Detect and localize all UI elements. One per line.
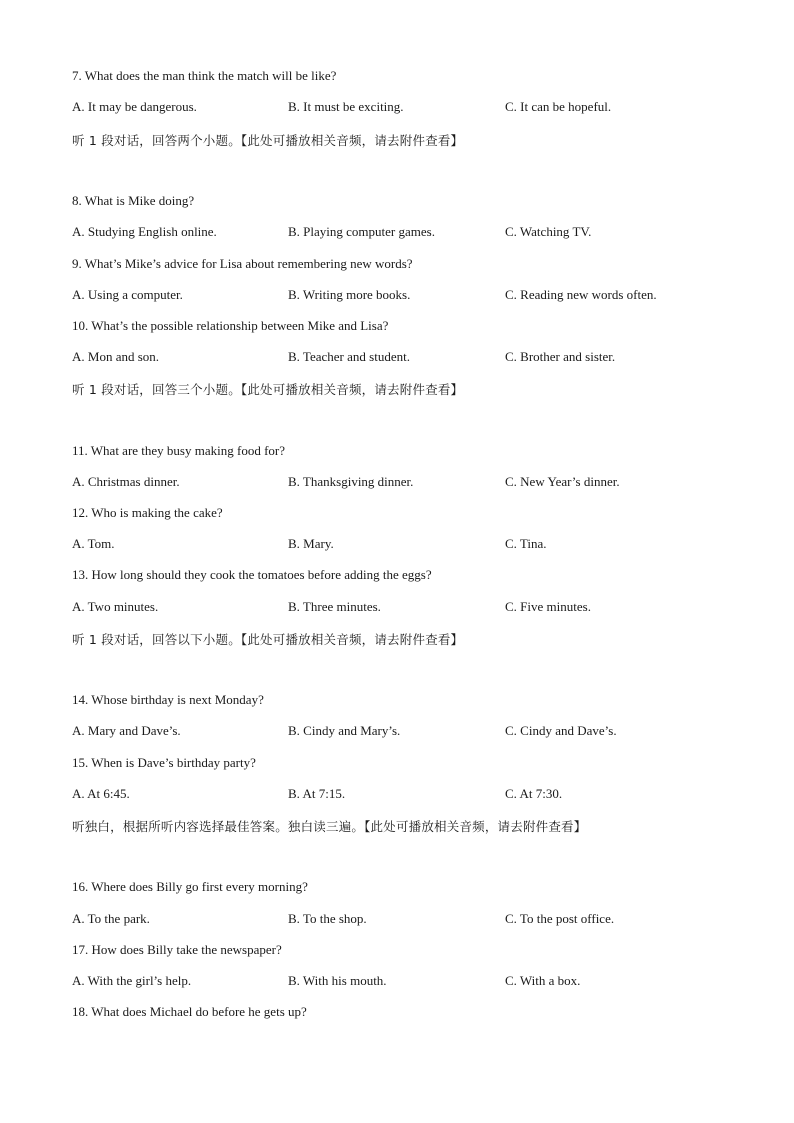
option-a: A. To the park.: [72, 911, 150, 926]
option-b: B. Playing computer games.: [288, 224, 435, 239]
option-a: A. With the girl’s help.: [72, 973, 192, 988]
option-a: A. Mary and Dave’s.: [72, 723, 181, 738]
section-instruction-2: 听 1 段对话，回答三个小题。【此处可播放相关音频，请去附件查看】: [72, 382, 464, 397]
option-a: A. At 6:45.: [72, 786, 130, 801]
section-instruction-1: 听 1 段对话，回答两个小题。【此处可播放相关音频，请去附件查看】: [72, 133, 464, 148]
question-15-stem: 15. When is Dave’s birthday party?: [72, 755, 256, 770]
option-a: A. Tom.: [72, 536, 115, 551]
question-17-stem: 17. How does Billy take the newspaper?: [72, 942, 282, 957]
option-c: C. It can be hopeful.: [505, 99, 612, 114]
question-16-options: [72, 911, 732, 929]
option-c: C. To the post office.: [505, 911, 615, 926]
option-c: C. With a box.: [505, 973, 581, 988]
option-c: C. Five minutes.: [505, 599, 591, 614]
option-c: C. New Year’s dinner.: [505, 474, 620, 489]
question-13-options: [72, 599, 732, 617]
option-c: C. Reading new words often.: [505, 287, 657, 302]
question-11-stem: 11. What are they busy making food for?: [72, 443, 285, 458]
option-b: B. It must be exciting.: [288, 99, 404, 114]
question-12-stem: 12. Who is making the cake?: [72, 505, 223, 520]
question-10-stem: 10. What’s the possible relationship between Mike and Lisa?: [72, 318, 389, 333]
question-8-options: [72, 224, 732, 242]
option-a: A. Two minutes.: [72, 599, 159, 614]
option-c: C. At 7:30.: [505, 786, 563, 801]
option-b: B. Writing more books.: [288, 287, 411, 302]
option-c: C. Cindy and Dave’s.: [505, 723, 617, 738]
option-b: B. At 7:15.: [288, 786, 346, 801]
section-instruction-3: 听 1 段对话，回答以下小题。【此处可播放相关音频，请去附件查看】: [72, 632, 464, 647]
option-a: A. Mon and son.: [72, 349, 160, 364]
question-10-options: [72, 349, 732, 367]
question-13-stem: 13. How long should they cook the tomatoes before adding the eggs?: [72, 567, 432, 582]
section-instruction-4: 听独白，根据所听内容选择最佳答案。独白读三遍。【此处可播放相关音频，请去附件查看】: [72, 819, 587, 834]
option-a: A. Christmas dinner.: [72, 474, 180, 489]
option-c: C. Watching TV.: [505, 224, 592, 239]
option-a: A. It may be dangerous.: [72, 99, 197, 114]
question-8-stem: 8. What is Mike doing?: [72, 193, 195, 208]
question-12-options: [72, 536, 732, 554]
question-18-stem: 18. What does Michael do before he gets up?: [72, 1004, 307, 1019]
question-16-stem: 16. Where does Billy go first every morning?: [72, 879, 308, 894]
question-9-stem: 9. What’s Mike’s advice for Lisa about remembering new words?: [72, 256, 413, 271]
option-b: B. Three minutes.: [288, 599, 381, 614]
option-b: B. Mary.: [288, 536, 334, 551]
option-b: B. With his mouth.: [288, 973, 387, 988]
option-b: B. Teacher and student.: [288, 349, 410, 364]
option-b: B. To the shop.: [288, 911, 367, 926]
question-15-options: [72, 786, 732, 804]
question-14-options: [72, 723, 732, 741]
option-a: A. Using a computer.: [72, 287, 183, 302]
question-7-stem: 7. What does the man think the match will be like?: [72, 68, 337, 83]
question-9-options: [72, 287, 732, 305]
option-c: C. Brother and sister.: [505, 349, 616, 364]
question-14-stem: 14. Whose birthday is next Monday?: [72, 692, 264, 707]
option-b: B. Cindy and Mary’s.: [288, 723, 401, 738]
option-a: A. Studying English online.: [72, 224, 217, 239]
option-b: B. Thanksgiving dinner.: [288, 474, 414, 489]
option-c: C. Tina.: [505, 536, 547, 551]
question-17-options: [72, 973, 732, 991]
question-7-options: [72, 99, 732, 117]
question-11-options: [72, 474, 732, 492]
